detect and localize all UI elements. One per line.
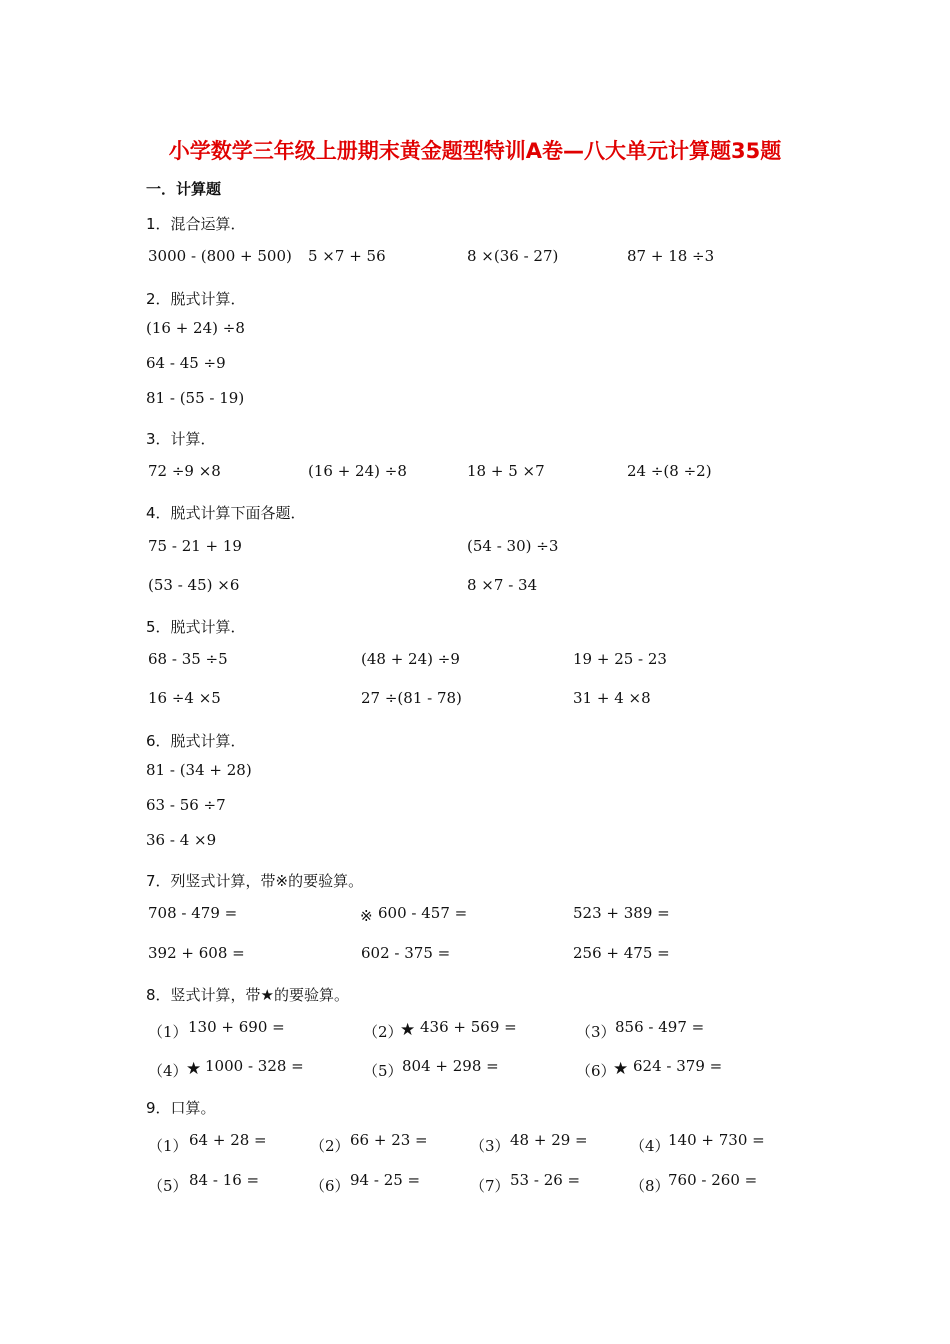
reference-mark-icon: ※ — [360, 907, 373, 925]
q8-num-2: （2） — [363, 1023, 403, 1041]
q9-num-6: （6） — [310, 1177, 350, 1195]
q1-expr-4: 87 + 18 ÷3 — [627, 247, 715, 265]
q7-expr-3: 523 + 389 = — [573, 904, 670, 922]
q6-expr-1: 81 - (34 + 28) — [146, 761, 252, 779]
question-1-label: 1．混合运算． — [146, 215, 246, 233]
q5-expr-2: (48 + 24) ÷9 — [361, 650, 460, 668]
question-8-label: 8．竖式计算，带★的要验算。 — [146, 986, 349, 1004]
q7-expr-1: 708 - 479 = — [148, 904, 238, 922]
q6-expr-3: 36 - 4 ×9 — [146, 831, 217, 849]
q9-expr-7: 53 - 26 = — [510, 1171, 581, 1189]
q5-expr-1: 68 - 35 ÷5 — [148, 650, 228, 668]
q2-expr-3: 81 - (55 - 19) — [146, 389, 245, 407]
q8-num-4: （4） — [148, 1062, 188, 1080]
q9-num-7: （7） — [470, 1177, 510, 1195]
q4-expr-4: 8 ×7 - 34 — [467, 576, 538, 594]
question-6-label: 6．脱式计算． — [146, 732, 246, 750]
q9-num-2: （2） — [310, 1137, 350, 1155]
q7-expr-4: 392 + 608 = — [148, 944, 245, 962]
q9-expr-5: 84 - 16 = — [189, 1171, 260, 1189]
q6-expr-2: 63 - 56 ÷7 — [146, 796, 226, 814]
q9-num-4: （4） — [630, 1137, 670, 1155]
q5-expr-6: 31 + 4 ×8 — [573, 689, 651, 707]
q8-expr-6: 624 - 379 = — [633, 1057, 723, 1075]
star-icon: ★ — [186, 1059, 202, 1079]
q3-expr-4: 24 ÷(8 ÷2) — [627, 462, 712, 480]
q9-expr-3: 48 + 29 = — [510, 1131, 588, 1149]
q8-num-6: （6） — [576, 1062, 616, 1080]
q8-num-1: （1） — [148, 1023, 188, 1041]
q2-expr-1: (16 + 24) ÷8 — [146, 319, 245, 337]
section-heading: 一．计算题 — [146, 180, 222, 198]
q7-expr-5: 602 - 375 = — [361, 944, 451, 962]
question-4-label: 4．脱式计算下面各题． — [146, 504, 306, 522]
star-icon: ★ — [400, 1020, 416, 1040]
question-2-label: 2．脱式计算． — [146, 290, 246, 308]
q7-expr-6: 256 + 475 = — [573, 944, 670, 962]
q9-expr-6: 94 - 25 = — [350, 1171, 421, 1189]
q2-expr-2: 64 - 45 ÷9 — [146, 354, 226, 372]
q4-expr-2: (54 - 30) ÷3 — [467, 537, 559, 555]
q1-expr-2: 5 ×7 + 56 — [308, 247, 386, 265]
question-5-label: 5．脱式计算． — [146, 618, 246, 636]
q9-num-3: （3） — [470, 1137, 510, 1155]
q4-expr-1: 75 - 21 + 19 — [148, 537, 242, 555]
q3-expr-3: 18 + 5 ×7 — [467, 462, 545, 480]
q3-expr-1: 72 ÷9 ×8 — [148, 462, 221, 480]
q5-expr-5: 27 ÷(81 - 78) — [361, 689, 462, 707]
q9-expr-8: 760 - 260 = — [668, 1171, 758, 1189]
q8-expr-5: 804 + 298 = — [402, 1057, 499, 1075]
star-icon: ★ — [613, 1059, 629, 1079]
page-title: 小学数学三年级上册期末黄金题型特训A卷—八大单元计算题35题 — [168, 139, 782, 163]
q1-expr-3: 8 ×(36 - 27) — [467, 247, 559, 265]
q4-expr-3: (53 - 45) ×6 — [148, 576, 240, 594]
q9-expr-1: 64 + 28 = — [189, 1131, 267, 1149]
q1-expr-1: 3000 - (800 + 500) — [148, 247, 292, 265]
q5-expr-4: 16 ÷4 ×5 — [148, 689, 221, 707]
q7-expr-2: 600 - 457 = — [378, 904, 468, 922]
q8-num-5: （5） — [363, 1062, 403, 1080]
q9-num-1: （1） — [148, 1137, 188, 1155]
q9-num-8: （8） — [630, 1177, 670, 1195]
q8-num-3: （3） — [576, 1023, 616, 1041]
q8-expr-4: 1000 - 328 = — [205, 1057, 304, 1075]
q9-expr-2: 66 + 23 = — [350, 1131, 428, 1149]
q3-expr-2: (16 + 24) ÷8 — [308, 462, 407, 480]
q5-expr-3: 19 + 25 - 23 — [573, 650, 667, 668]
q8-expr-1: 130 + 690 = — [188, 1018, 285, 1036]
question-7-label: 7．列竖式计算，带※的要验算。 — [146, 872, 364, 890]
q9-num-5: （5） — [148, 1177, 188, 1195]
q9-expr-4: 140 + 730 = — [668, 1131, 765, 1149]
question-9-label: 9．口算。 — [146, 1099, 216, 1117]
q8-expr-2: 436 + 569 = — [420, 1018, 517, 1036]
q8-expr-3: 856 - 497 = — [615, 1018, 705, 1036]
question-3-label: 3．计算． — [146, 430, 216, 448]
